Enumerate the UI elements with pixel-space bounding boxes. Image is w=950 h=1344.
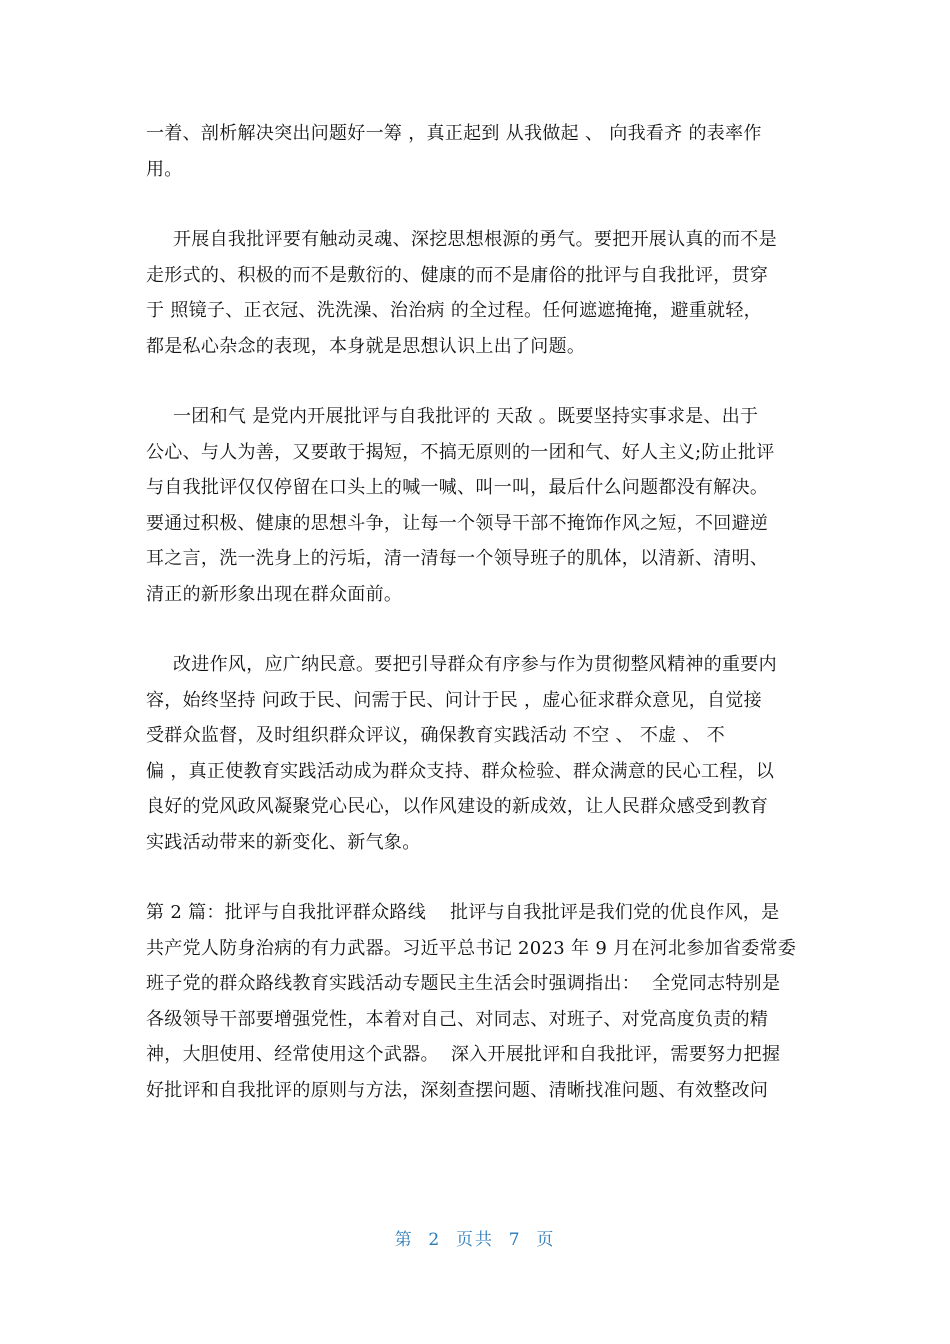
text-line: 良好的党风政风凝聚党心民心，以作风建设的新成效，让人民群众感受到教育 <box>146 796 769 817</box>
paragraph-1 <box>146 116 806 187</box>
text-line: 一团和气 是党内开展批评与自我批评的 天敌 。既要坚持实事求是、出于 <box>173 406 759 427</box>
paragraph-2 <box>146 222 806 364</box>
paragraph-gap <box>146 364 806 399</box>
text-line: 公心、与人为善，又要敢于揭短，不搞无原则的一团和气、好人主义;防止批评 <box>146 441 775 463</box>
text-line: 好批评和自我批评的原则与方法，深刻查摆问题、清晰找准问题、有效整改问 <box>146 1079 769 1101</box>
text-line: 第 2 篇：批评与自我批评群众路线 批评与自我批评是我们党的优良作风，是 <box>146 902 780 923</box>
text-line: 偏 ，真正使教育实践活动成为群众支持、群众检验、群众满意的民心工程，以 <box>146 760 775 782</box>
text-line: 都是私心杂念的表现，本身就是思想认识上出了问题。 <box>146 335 586 357</box>
text-line: 实践活动带来的新变化、新气象。 <box>146 831 421 853</box>
document-body <box>146 116 806 1108</box>
text-line: 容，始终坚持 问政于民、问需于民、问计于民 ，虚心征求群众意见，自觉接 <box>146 689 762 711</box>
text-line: 走形式的、积极的而不是敷衍的、健康的而不是庸俗的批评与自我批评，贯穿 <box>146 264 769 286</box>
paragraph-gap <box>146 860 806 895</box>
text-line: 清正的新形象出现在群众面前。 <box>146 583 403 605</box>
text-line: 各级领导干部要增强党性，本着对自己、对同志、对班子、对党高度负责的精 <box>146 1008 769 1030</box>
text-line: 与自我批评仅仅停留在口头上的喊一喊、叫一叫，最后什么问题都没有解决。 <box>146 477 769 498</box>
text-line: 于 照镜子、正衣冠、洗洗澡、治治病 的全过程。任何遮遮掩掩，避重就轻， <box>146 300 762 321</box>
paragraph-4 <box>146 647 806 860</box>
text-line: 改进作风，应广纳民意。要把引导群众有序参与作为贯彻整风精神的重要内 <box>173 654 777 675</box>
paragraph-gap <box>146 612 806 647</box>
text-line: 要通过积极、健康的思想斗争，让每一个领导干部不掩饰作风之短，不回避逆 <box>146 512 769 534</box>
text-line: 班子党的群众路线教育实践活动专题民主生活会时强调指出： 全党同志特别是 <box>146 973 781 994</box>
text-line: 共产党人防身治病的有力武器。习近平总书记 2023 年 9 月在河北参加省委常委 <box>146 937 797 959</box>
paragraph-5 <box>146 895 806 1108</box>
text-line: 受群众监督，及时组织群众评议，确保教育实践活动 不空 、 不虚 、 不 <box>146 725 726 746</box>
text-line: 耳之言，洗一洗身上的污垢，清一清每一个领导班子的肌体，以清新、清明、 <box>146 548 769 569</box>
text-line: 一着、剖析解决突出问题好一筹 ，真正起到 从我做起 、 向我看齐 的表率作 <box>146 123 762 144</box>
paragraph-gap <box>146 187 806 222</box>
text-line: 神，大胆使用、经常使用这个武器。 深入开展批评和自我批评，需要努力把握 <box>146 1044 781 1065</box>
text-line: 用。 <box>146 158 183 180</box>
paragraph-3 <box>146 399 806 612</box>
text-line: 开展自我批评要有触动灵魂、深挖思想根源的勇气。要把开展认真的而不是 <box>173 229 777 250</box>
page-number-footer: 第 2 页共 7 页 <box>394 1230 556 1250</box>
